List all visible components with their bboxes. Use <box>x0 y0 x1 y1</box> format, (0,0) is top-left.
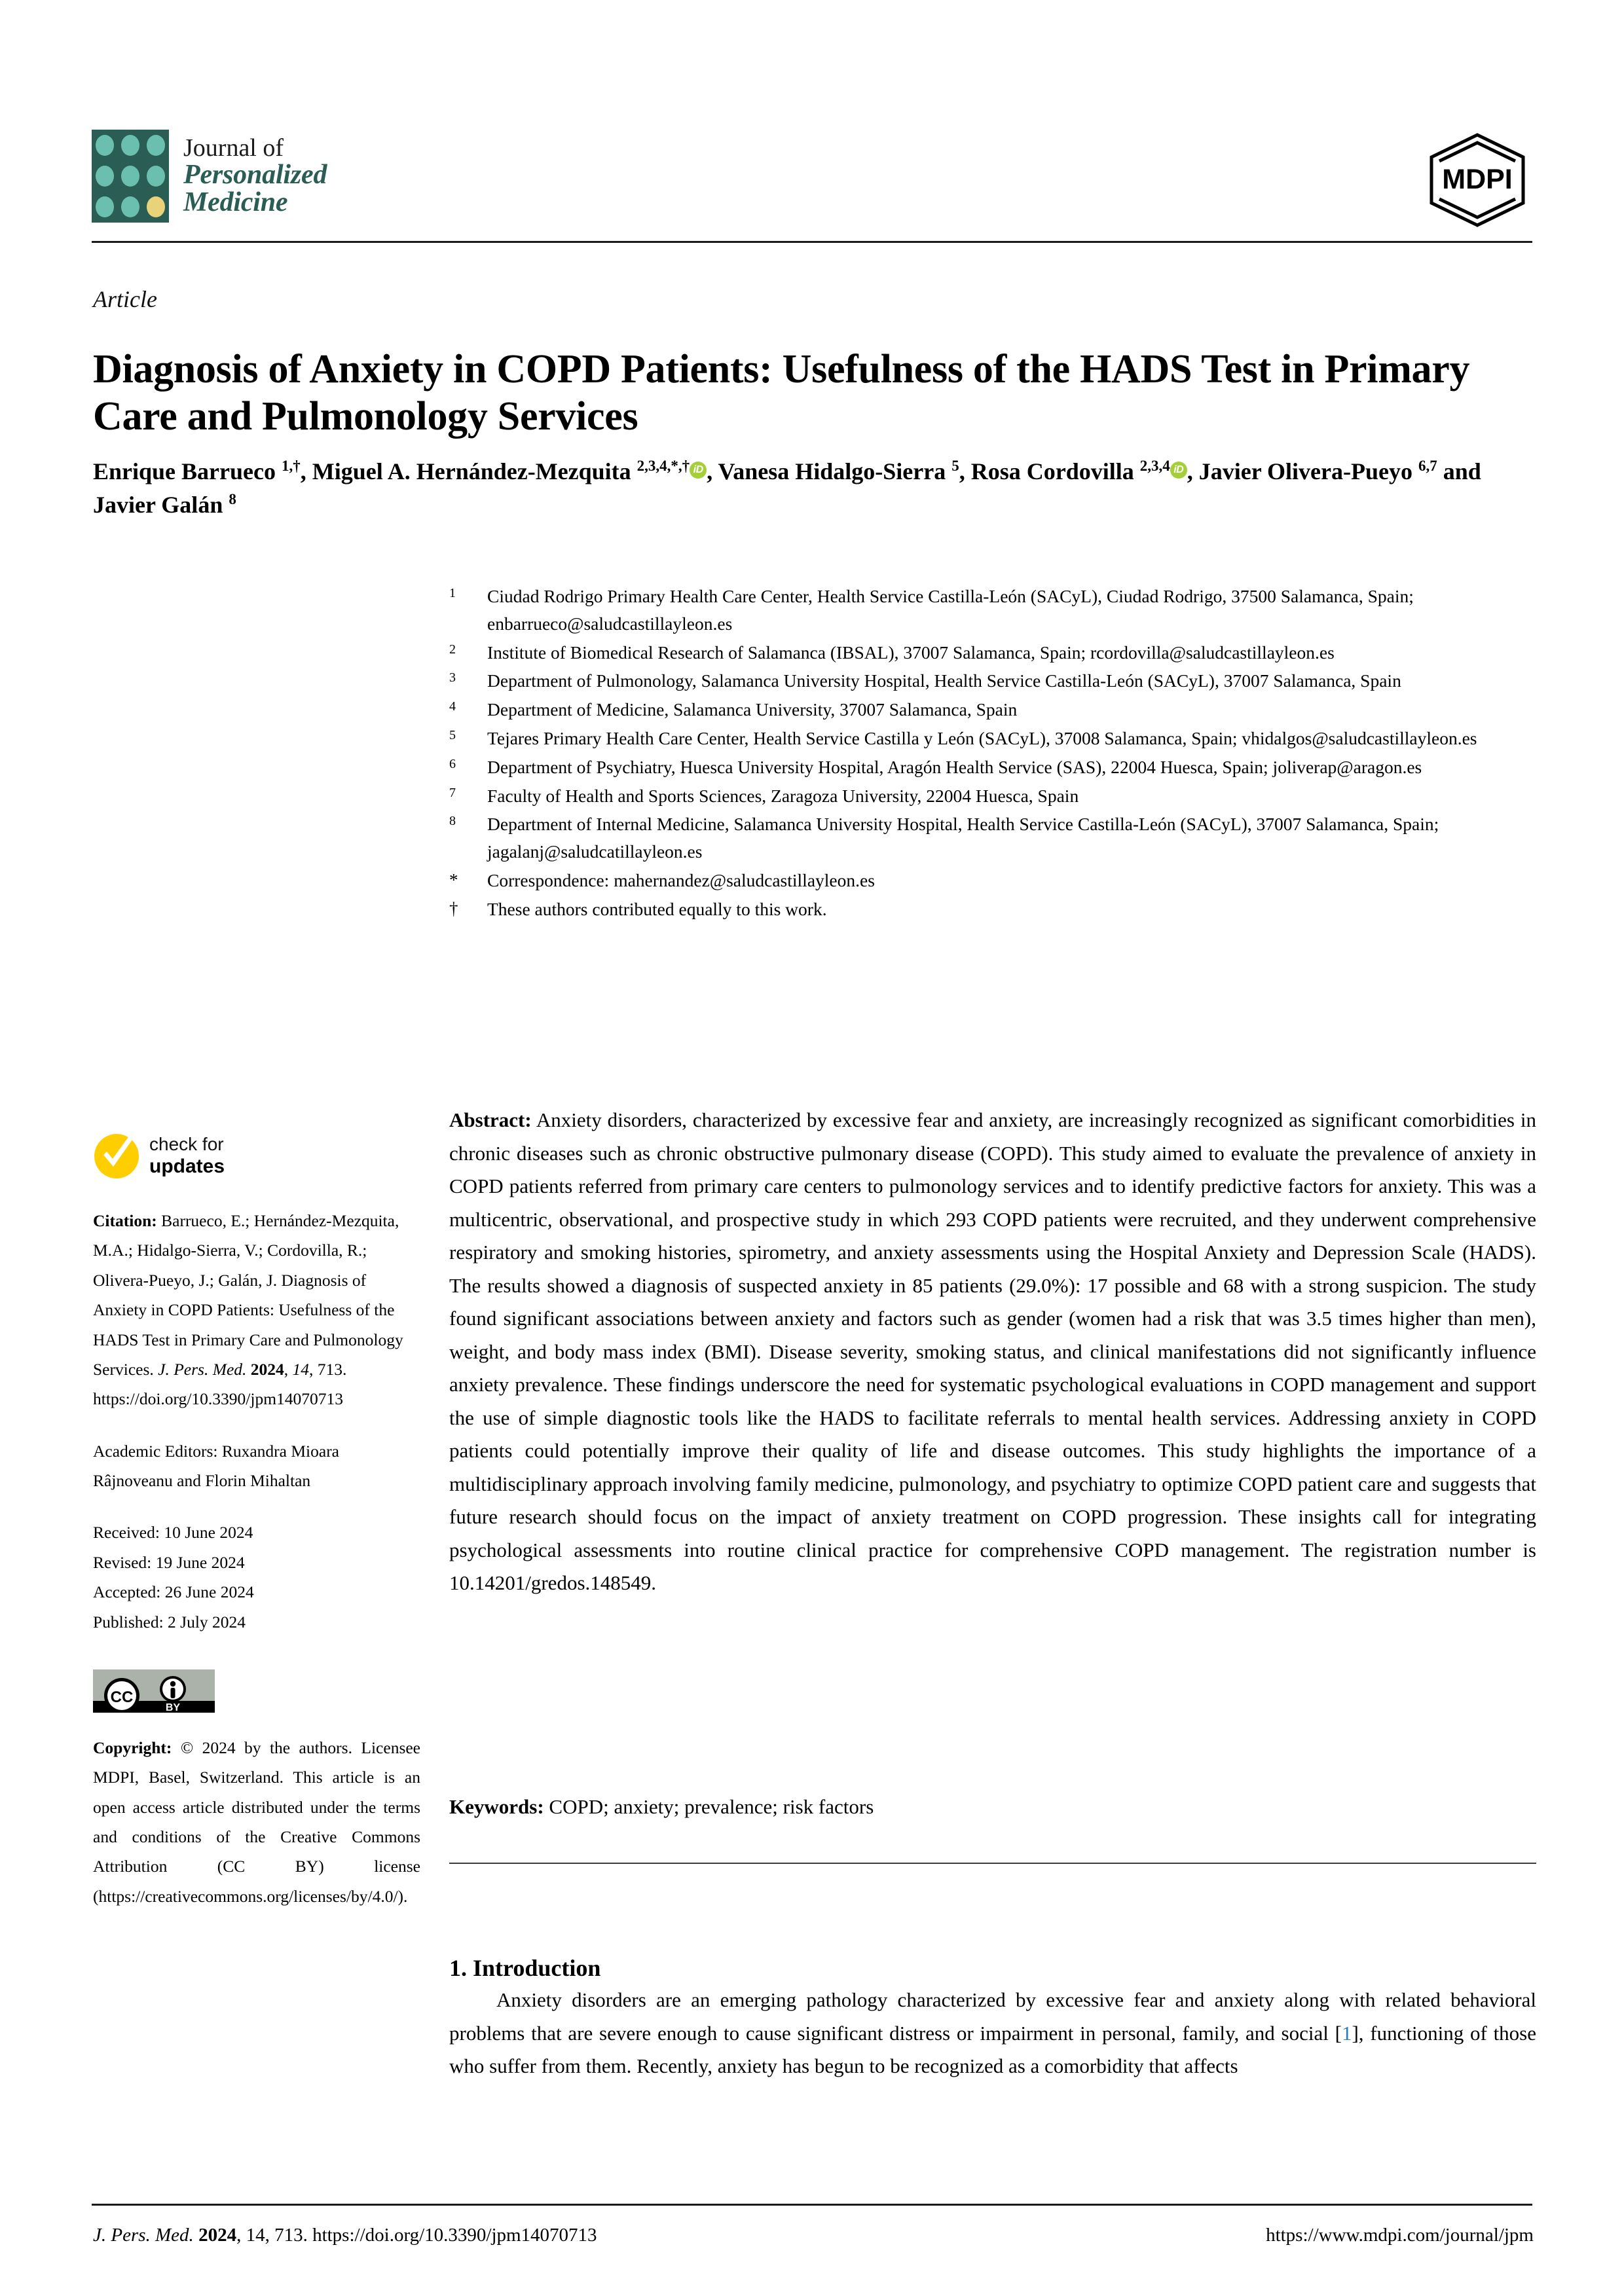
academic-editors: Academic Editors: Ruxandra Mioara Râjnoveanu and Florin Mihaltan <box>93 1441 340 1490</box>
affiliation-marker: 8 <box>449 814 456 829</box>
affiliation-text: Department of Medicine, Salamanca University, 37007 Salamanca, Spain <box>487 699 1018 720</box>
copyright-block <box>93 1733 420 1911</box>
author-affiliation-marks: 5 <box>951 458 959 474</box>
journal-name-line2: Personalized <box>183 159 327 190</box>
abstract-text: Anxiety disorders, characterized by excessive fear and anxiety, are increasingly recognized as significant comorbidities in chronic diseases such as chronic obstructive pulmonary disease (COPD). This study aimed to evaluate the prevalence of anxiety in COPD patients referred from primary care centers to pulmonology services and to identify predictive factors for anxiety. This was a multicentric, observational, and prospective study in which 293 COPD patients were recruited, and they underwent comprehensive respiratory and smoking histories, spirometry, and anxiety assessments using the Hospital Anxiety and Depression Scale (HADS). The results showed a diagnosis of suspected anxiety in 85 patients (29.0%): 17 possible and 68 with a strong suspicion. The study found significant associations between anxiety and factors such as gender (women had a risk that was 3.5 times higher than men), weight, and body mass index (BMI). Disease severity, smoking status, and clinical manifestations did not significantly influence anxiety prevalence. These findings underscore the need for systematic psychological evaluations in COPD management and support the use of simple diagnostic tools like the HADS to facilitate referrals to mental health services. Addressing anxiety in COPD patients could potentially improve their quality of life and disease outcomes. This study highlights the importance of a multidisciplinary approach involving family medicine, pulmonology, and psychiatry to optimize COPD patient care and suggests that future research should focus on the impact of anxiety treatment on COPD progression. These insights call for integrating psychological assessments into routine clinical practice for comprehensive COPD management. The registration number is 10.14201/gredos.148549. <box>449 1108 1536 1595</box>
footer-right[interactable]: https://www.mdpi.com/journal/jpm <box>1266 2225 1534 2246</box>
author-affiliation-marks: 1,† <box>281 458 301 474</box>
affiliation-item <box>449 754 1536 781</box>
affiliation-marker: † <box>449 898 458 919</box>
abstract-label: Abstract: <box>449 1108 532 1131</box>
cc-label: CC <box>110 1688 134 1706</box>
keywords-section <box>449 1791 1536 1823</box>
copyright-label: Copyright: <box>93 1738 172 1757</box>
abstract-section <box>449 1104 1536 1600</box>
author-affiliation-marks: 6,7 <box>1418 458 1437 474</box>
affiliation-marker: * <box>449 869 458 890</box>
check-for-updates-text <box>149 1134 225 1178</box>
journal-name-line3: Medicine <box>183 187 288 218</box>
citation-reference-link[interactable]: 1 <box>1341 2021 1352 2045</box>
publication-dates <box>93 1518 420 1637</box>
page-footer <box>93 2225 1534 2246</box>
introduction-heading: 1. Introduction <box>449 1954 601 1981</box>
sidebar <box>93 1133 420 1933</box>
affiliation-marker: 3 <box>449 670 456 685</box>
author-separator: , <box>300 458 312 484</box>
author-separator: , <box>1187 458 1199 484</box>
logo-dot <box>121 135 139 156</box>
affiliation-item <box>449 639 1536 666</box>
check-circle-icon <box>93 1133 140 1180</box>
affiliation-text: Ciudad Rodrigo Primary Health Care Center, Health Service Castilla-León (SACyL), Ciudad Rodrigo, 37500 Salamanca, Spain; enbarrueco@saludcastillayleon.es <box>487 586 1414 634</box>
logo-dot <box>96 135 114 156</box>
author-affiliation-marks: 2,3,4 <box>1139 458 1170 474</box>
author-separator: , <box>959 458 971 484</box>
logo-dot <box>96 196 114 217</box>
affiliation-text: Department of Pulmonology, Salamanca University Hospital, Health Service Castilla-León (SACyL), 37007 Salamanca, Spain <box>487 670 1401 691</box>
by-label: BY <box>165 1702 181 1713</box>
footer-rest: , 14, 713. https://doi.org/10.3390/jpm14070713 <box>236 2225 597 2246</box>
affiliation-text: Tejares Primary Health Care Center, Health Service Castilla y León (SACyL), 37008 Salamanca, Spain; vhidalgos@saludcastillayleon.es <box>487 727 1477 748</box>
affiliation-text: Institute of Biomedical Research of Salamanca (IBSAL), 37007 Salamanca, Spain; rcordovilla@saludcastillayleon.es <box>487 642 1335 663</box>
affiliation-item <box>449 667 1536 695</box>
affiliation-text: Faculty of Health and Sports Sciences, Zaragoza University, 22004 Huesca, Spain <box>487 785 1079 806</box>
affiliation-item <box>449 867 1536 894</box>
affiliation-item <box>449 696 1536 723</box>
affiliation-text: These authors contributed equally to this work. <box>487 898 827 919</box>
logo-dot <box>96 166 114 187</box>
date-published: Published: 2 July 2024 <box>93 1612 246 1631</box>
author-separator: , <box>707 458 718 484</box>
keywords-text: COPD; anxiety; prevalence; risk factors <box>544 1795 874 1818</box>
section-divider <box>449 1863 1536 1864</box>
affiliation-marker: 2 <box>449 642 456 657</box>
journal-name-line1: Journal of <box>183 134 284 162</box>
footer-left <box>93 2225 597 2246</box>
date-accepted: Accepted: 26 June 2024 <box>93 1582 254 1602</box>
affiliation-text: Department of Psychiatry, Huesca University Hospital, Aragón Health Service (SAS), 22004 Huesca, Spain; joliverap@aragon.es <box>487 756 1422 777</box>
affiliation-marker: 1 <box>449 586 456 600</box>
affiliation-item <box>449 811 1536 866</box>
affiliation-item <box>449 583 1536 638</box>
copyright-text: © 2024 by the authors. Licensee MDPI, Basel, Switzerland. This article is an open access article distributed under the terms and conditions of the Creative Commons Attribution (CC BY) license (https://creativecommons.org/licenses/by/4.0/). <box>93 1738 420 1906</box>
cfu-line2: updates <box>149 1155 225 1177</box>
affiliation-marker: 5 <box>449 727 456 742</box>
citation-doi[interactable]: https://doi.org/10.3390/jpm14070713 <box>93 1389 344 1409</box>
author-affiliation-marks: 8 <box>229 491 236 508</box>
logo-dot <box>147 166 165 187</box>
affiliation-item <box>449 725 1536 752</box>
article-type-label: Article <box>93 286 157 312</box>
affiliation-list <box>449 583 1536 924</box>
affiliation-text: Department of Internal Medicine, Salamanca University Hospital, Health Service Castilla-León (SACyL), 37007 Salamanca, Spain; jagalanj@saludcatillayleon.es <box>487 814 1439 862</box>
cfu-line1: check for <box>149 1134 224 1155</box>
check-for-updates-badge[interactable] <box>93 1133 420 1180</box>
author-name: Vanesa Hidalgo-Sierra <box>718 458 952 484</box>
author-name: Rosa Cordovilla <box>970 458 1140 484</box>
date-revised: Revised: 19 June 2024 <box>93 1552 245 1572</box>
logo-dot <box>147 135 165 156</box>
orcid-icon[interactable]: iD <box>1170 462 1187 479</box>
journal-logo <box>92 130 327 223</box>
intro-part1: Anxiety disorders are an emerging pathology characterized by excessive fear and anxiety along with related behavioral problems that are severe enough to cause significant distress or impairment in personal, family, and social [ <box>449 1988 1536 2045</box>
citation-volume: 14 <box>292 1359 310 1379</box>
journal-name <box>183 136 327 217</box>
date-received: Received: 10 June 2024 <box>93 1523 253 1542</box>
mdpi-logo-text: MDPI <box>1442 164 1513 195</box>
journal-logo-icon <box>92 130 169 223</box>
affiliation-item <box>449 782 1536 810</box>
citation-year: 2024 <box>250 1359 284 1379</box>
citation-text: Barrueco, E.; Hernández-Mezquita, M.A.; Hidalgo-Sierra, V.; Cordovilla, R.; Olivera-Pueyo, J.; Galán, J. Diagnosis of Anxiety in COPD Patients: Usefulness of the HADS Test in Primary Care and Pulmonology Services. <box>93 1211 403 1379</box>
author-name: Javier Olivera-Pueyo <box>1198 458 1418 484</box>
affiliation-text: Correspondence: mahernandez@saludcastillayleon.es <box>487 869 875 890</box>
author-name: Javier Galán <box>93 492 229 519</box>
author-name: Miguel A. Hernández-Mezquita <box>312 458 637 484</box>
author-list <box>93 455 1537 522</box>
author-affiliation-marks: 2,3,4,*,† <box>637 458 690 474</box>
affiliation-item <box>449 896 1536 923</box>
logo-dot <box>121 196 139 217</box>
affiliation-marker: 6 <box>449 756 456 771</box>
author-separator: and <box>1437 458 1481 484</box>
citation-label: Citation: <box>93 1211 157 1230</box>
footer-journal: J. Pers. Med. <box>93 2225 194 2246</box>
footer-year: 2024 <box>198 2225 237 2246</box>
footer-divider <box>92 2204 1532 2206</box>
citation-block: Citation: Barrueco, E.; Hernández-Mezquita, M.A.; Hidalgo-Sierra, V.; Cordovilla, R.; Olivera-Pueyo, J.; Galán, J. Diagnosis of Anxiety in COPD Patients: Usefulness of the HADS Test in Primary Care and Pulmonology Services. J. Pers. Med. 2024, 14, 713. https://doi.org/10.3390/jpm14070713 <box>93 1211 403 1409</box>
logo-dot-accent <box>147 196 165 217</box>
affiliation-marker: 7 <box>449 785 456 800</box>
page-title: Diagnosis of Anxiety in COPD Patients: Usefulness of the HADS Test in Primary Care and Pulmonology Services <box>93 346 1470 439</box>
citation-pages: , 713. <box>309 1359 347 1379</box>
author-name: Enrique Barrueco <box>93 458 282 484</box>
affiliation-marker: 4 <box>449 699 456 714</box>
header-divider <box>92 241 1532 243</box>
citation-journal: J. Pers. Med. <box>158 1359 247 1379</box>
keywords-label: Keywords: <box>449 1795 544 1818</box>
intro-part2: ], functioning of those who suffer from them. Recently, anxiety has begun to be recognized as a comorbidity that affects <box>449 2021 1537 2078</box>
page-header <box>92 124 1532 242</box>
cc-by-license-icon[interactable] <box>93 1669 215 1713</box>
logo-dot <box>121 166 139 187</box>
orcid-icon[interactable]: iD <box>690 462 707 479</box>
mdpi-logo-icon <box>1422 131 1532 229</box>
introduction-paragraph <box>449 1984 1536 2083</box>
